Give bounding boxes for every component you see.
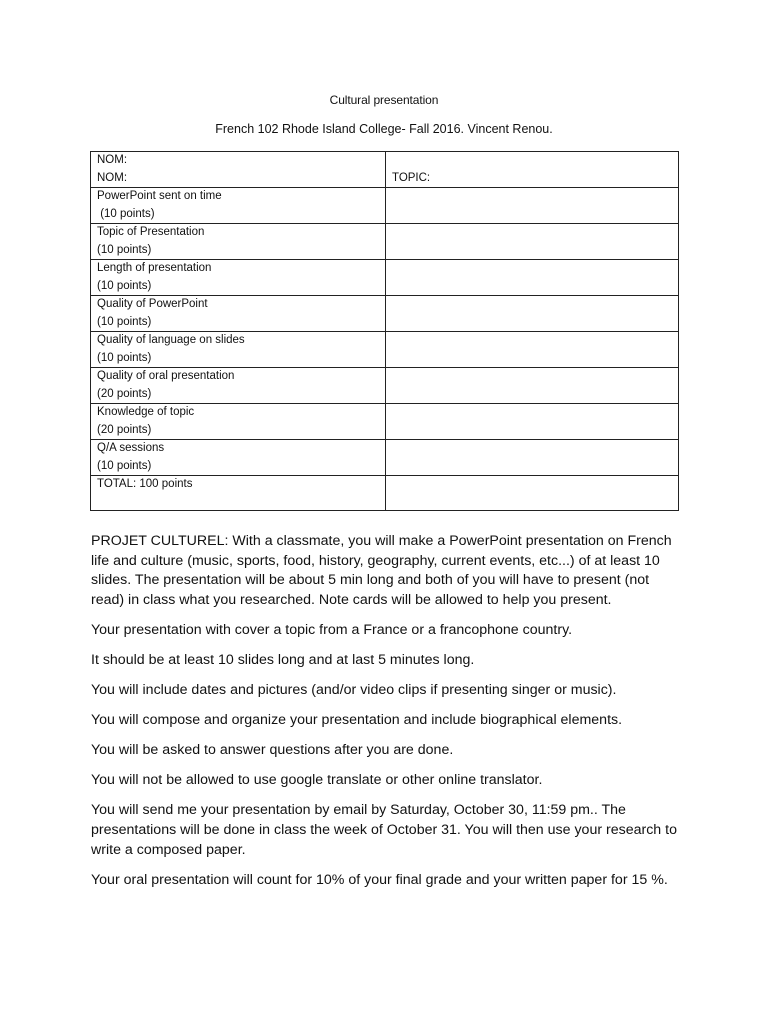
criterion-label: Quality of PowerPoint	[97, 298, 208, 310]
total-cell	[91, 476, 386, 511]
criterion-cell	[91, 188, 386, 224]
criterion-cell	[91, 440, 386, 476]
paragraph: You will be asked to answer questions after you are done.	[91, 742, 454, 759]
paragraph: You will not be allowed to use google translate or other online translator.	[91, 772, 543, 789]
criterion-points: (20 points)	[97, 423, 152, 436]
criterion-label: PowerPoint sent on time	[97, 190, 222, 202]
rubric-row	[91, 440, 679, 476]
name-cell	[91, 152, 386, 188]
criterion-cell	[91, 260, 386, 296]
rubric-row	[91, 404, 679, 440]
criterion-label: Q/A sessions	[97, 442, 165, 454]
rubric-row	[91, 332, 679, 368]
total-label: TOTAL: 100 points	[97, 478, 193, 490]
criterion-label: Quality of oral presentation	[97, 370, 235, 382]
score-cell	[386, 188, 679, 224]
paragraph: PROJET CULTUREL: With a classmate, you will make a PowerPoint presentation on French life and culture (music, sports, food, history, geography, current events, etc...) of at least 10 slides. The presentation will be about 5 min long and both of you will have to present (not read) in class what you researched. Note cards will be allowed to help you present.	[91, 533, 672, 608]
criterion-points: (10 points)	[97, 279, 152, 292]
score-cell	[386, 332, 679, 368]
topic-label: TOPIC:	[392, 171, 431, 184]
rubric-row	[91, 296, 679, 332]
criterion-label: Topic of Presentation	[97, 226, 205, 238]
criterion-points: (20 points)	[97, 387, 152, 400]
document-subtitle: French 102 Rhode Island College- Fall 2016. Vincent Renou.	[215, 122, 553, 136]
name-label: NOM:	[97, 171, 128, 184]
criterion-label: Knowledge of topic	[97, 406, 195, 418]
total-score-cell	[386, 476, 679, 511]
document-title: Cultural presentation	[329, 93, 439, 107]
criterion-label: Quality of language on slides	[97, 334, 245, 346]
score-cell	[386, 260, 679, 296]
rubric-row	[91, 368, 679, 404]
criterion-cell	[91, 332, 386, 368]
topic-cell	[386, 152, 679, 188]
score-cell	[386, 224, 679, 260]
paragraph: Your oral presentation will count for 10% of your final grade and your written paper for 15 %.	[91, 871, 668, 888]
criterion-points: (10 points)	[97, 315, 152, 328]
paragraph: It should be at least 10 slides long and at last 5 minutes long.	[91, 651, 475, 668]
criterion-points: (10 points)	[97, 243, 152, 256]
grading-rubric-table	[90, 151, 679, 511]
criterion-cell	[91, 404, 386, 440]
rubric-row	[91, 224, 679, 260]
rubric-row	[91, 260, 679, 296]
criterion-cell	[91, 296, 386, 332]
paragraph: You will include dates and pictures (and/or video clips if presenting singer or music).	[91, 682, 617, 699]
paragraph: Your presentation with cover a topic from a France or a francophone country.	[91, 621, 573, 638]
criterion-points: (10 points)	[97, 207, 155, 220]
rubric-total-row	[91, 476, 679, 511]
assignment-description	[91, 532, 681, 901]
paragraph: You will send me your presentation by email by Saturday, October 30, 11:59 pm.. The presentations will be done in class the week of October 31. You will then use your research to write a composed paper.	[91, 802, 677, 858]
rubric-header-row	[91, 152, 679, 188]
criterion-cell	[91, 224, 386, 260]
name-label: NOM:	[97, 154, 128, 166]
criterion-label: Length of presentation	[97, 262, 212, 274]
criterion-cell	[91, 368, 386, 404]
criterion-points: (10 points)	[97, 459, 152, 472]
criterion-points: (10 points)	[97, 351, 152, 364]
score-cell	[386, 440, 679, 476]
score-cell	[386, 296, 679, 332]
paragraph: You will compose and organize your presentation and include biographical elements.	[91, 712, 623, 729]
score-cell	[386, 404, 679, 440]
rubric-row	[91, 188, 679, 224]
score-cell	[386, 368, 679, 404]
